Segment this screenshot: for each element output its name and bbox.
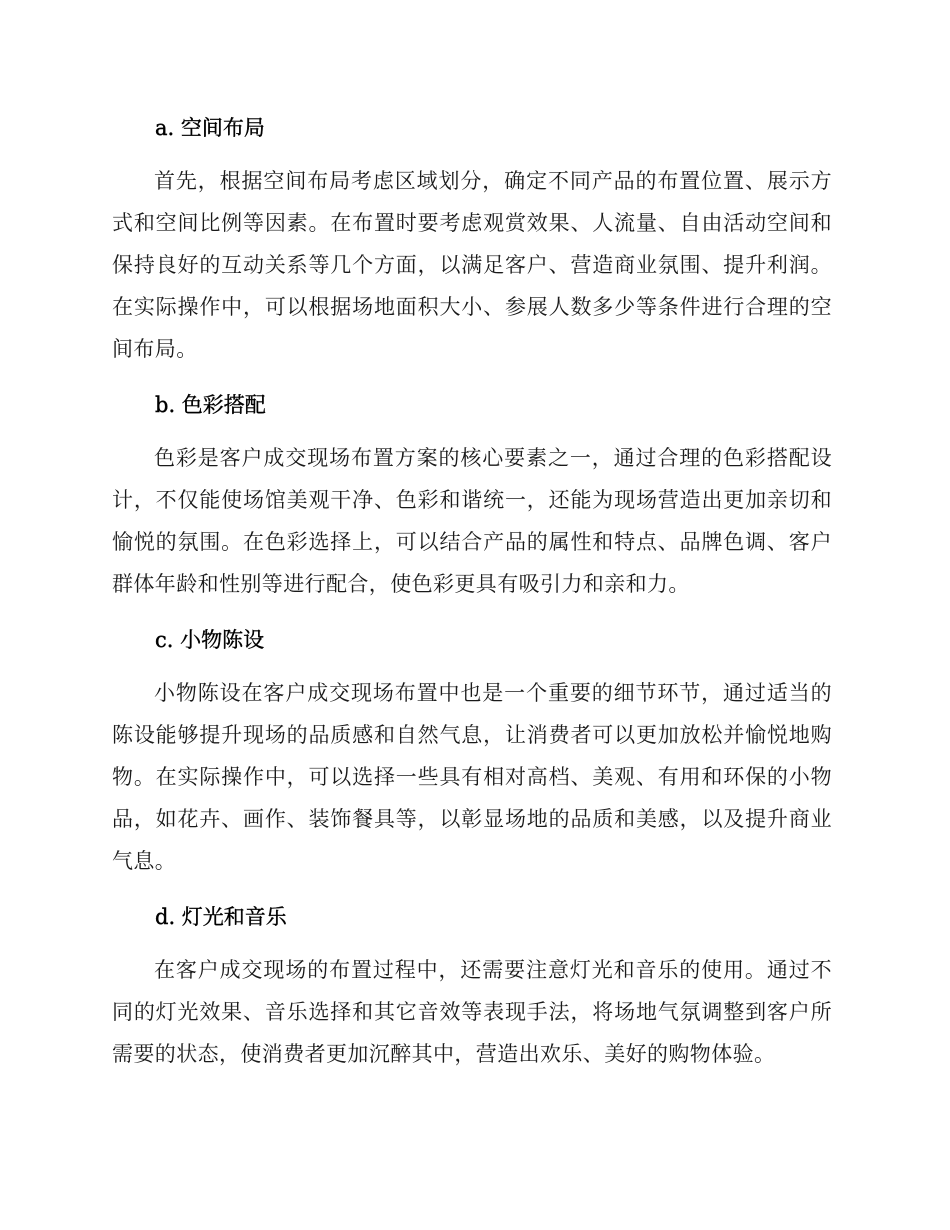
section-heading-spatial-layout: a. 空间布局 — [155, 116, 265, 140]
section-paragraph-lighting-music: 在客户成交现场的布置过程中，还需要注意灯光和音乐的使用。通过不同的灯光效果、音乐选择和其它音效等表现手法，将场地气氛调整到客户所需要的状态，使消费者更加沉醉其中，营造出欢乐、美好的购物体验。 — [112, 958, 832, 1066]
section-paragraph-spatial-layout: 首先，根据空间布局考虑区域划分，确定不同产品的布置位置、展示方式和空间比例等因素。在布置时要考虑观赏效果、人流量、自由活动空间和保持良好的互动关系等几个方面，以满足客户、营造商业氛围、提升利润。在实际操作中，可以根据场地面积大小、参展人数多少等条件进行合理的空间布局。 — [112, 169, 832, 361]
section-heading-lighting-music: d. 灯光和音乐 — [155, 905, 287, 929]
document-content — [112, 108, 832, 1090]
section-heading-small-decor: c. 小物陈设 — [155, 628, 265, 652]
section-paragraph-small-decor: 小物陈设在客户成交现场布置中也是一个重要的细节环节，通过适当的陈设能够提升现场的品质感和自然气息，让消费者可以更加放松并愉悦地购物。在实际操作中，可以选择一些具有相对高档、美观、有用和环保的小物品，如花卉、画作、装饰餐具等，以彰显场地的品质和美感，以及提升商业气息。 — [112, 681, 832, 873]
section-heading-color-matching: b. 色彩搭配 — [155, 393, 266, 417]
section-paragraph-color-matching: 色彩是客户成交现场布置方案的核心要素之一，通过合理的色彩搭配设计，不仅能使场馆美观干净、色彩和谐统一，还能为现场营造出更加亲切和愉悦的氛围。在色彩选择上，可以结合产品的属性和特点、品牌色调、客户群体年龄和性别等进行配合，使色彩更具有吸引力和亲和力。 — [112, 446, 832, 596]
